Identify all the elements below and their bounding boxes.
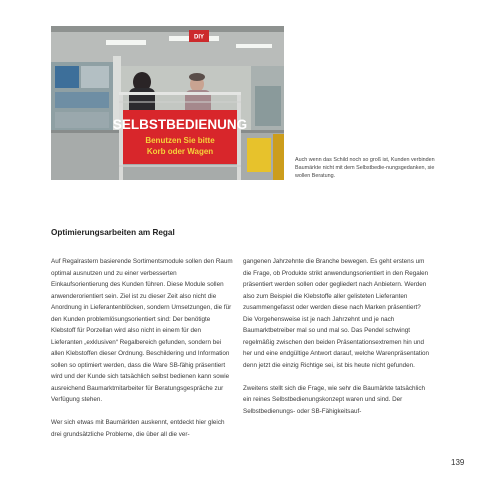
paragraph: Wer sich etwas mit Baumärkten auskennt, entdeckt hier gleich drei grundsätzliche Probleme, die über all die ver-: [51, 419, 225, 438]
store-photo: [51, 26, 284, 180]
body-column-right: [243, 256, 431, 417]
sign-sub-text-2: Korb oder Wagen: [146, 147, 214, 156]
page-number: 139: [451, 458, 465, 467]
store-photo-illustration: [51, 26, 284, 180]
sign-sub-text-1: Benutzen Sie bitte: [145, 136, 215, 145]
photo-caption: Auch wenn das Schild noch so groß ist, Kunden verbinden Baumärkte nicht mit dem Selbstbedie-nungsgedanken, sie wollen Beratung.: [295, 157, 435, 180]
sign-main-text: SELBSTBEDIENUNG: [112, 117, 248, 132]
section-heading: Optimierungsarbeiten am Regal: [51, 228, 175, 237]
body-column-left: [51, 256, 234, 440]
paragraph: gangenen Jahrzehnte die Branche bewegen. Es geht erstens um die Frage, ob Produkte strikt anwendungsorientiert in den Regalen präsentiert werden sollen oder gegliedert nach Anbietern. Werden also zum Beispiel die Klebstoffe aller gelisteten Lieferanten zusammengefasst oder werden diese nach Marken präsentiert? Die Vorgehensweise ist je nach Jahrzehnt und je nach Baumarktbetreiber mal so und mal so. Das Pendel schwingt regelmäßig zwischen den beiden Präsentationsextremen hin und her und eine endgültige Antwort darauf, welche Warenpräsentation denn jetzt die einzig Richtige sei, ist bis heute nicht gefunden.: [243, 258, 429, 369]
ceiling-sign-text: DIY: [193, 34, 205, 41]
paragraph: Auf Regalrastern basierende Sortimentsmodule sollen den Raum optimal ausnutzen und zu einer verbesserten Einkaufsorientierung des Kunden führen. Diese Module sollen anwenderorientiert sein. Ziel ist zu dieser Zeit also nicht die Anordnung in Lieferantenblöcken, sondern Umsetzungen, die für den Kunden problemlösungsorientiert sind: Der benötigte Klebstoff für Porzellan wird also nicht in einem für den Lieferanten „exklusiven“ Regalbereich gefunden, sondern bei allen Klebstoffen dieser Ordnung. Beschildering und Information sollen so optimiert werden, dass die Ware SB-fähig präsentiert wird und der Kunde sich tatsächlich selbst bedienen kann sowie ausreichend Baumarktmitarbeiter für Beratungsgespräche zur Verfügung stehen.: [51, 258, 233, 403]
paragraph: Zweitens stellt sich die Frage, wie sehr die Baumärkte tatsächlich ein reines Selbstbedienungskonzept waren und sind. Der Selbstbedienungs- oder SB-Fähigkeitsauf-: [243, 384, 425, 415]
